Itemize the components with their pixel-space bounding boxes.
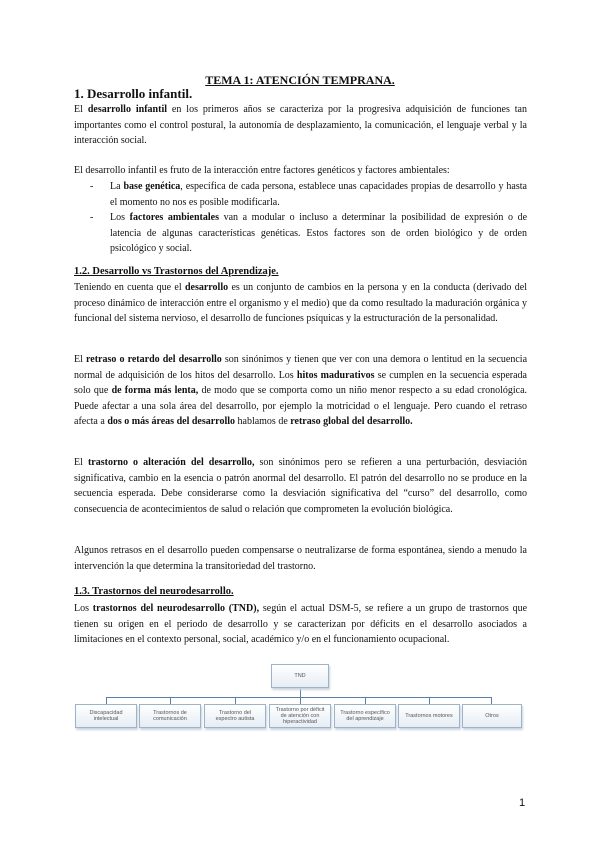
bold-term: retraso o retardo del desarrollo bbox=[86, 354, 222, 365]
diagram-child-node: Otros bbox=[462, 704, 522, 728]
connector-line bbox=[106, 697, 492, 698]
diagram-child-node: Trastornos motores bbox=[398, 704, 460, 728]
connector-line bbox=[491, 697, 492, 704]
text-run: El bbox=[74, 104, 88, 115]
connector-line bbox=[429, 697, 430, 704]
connector-line bbox=[300, 697, 301, 704]
text-run: de modo que se comporta como un niño menor respecto a su edad cronológica. Puede afectar a una sola área del desarrollo, por ejemplo la motricidad o el lenguaje. Pero cuando el retraso afecta a bbox=[74, 385, 528, 427]
bold-term: desarrollo bbox=[184, 282, 229, 293]
text-run: hablamos de bbox=[235, 416, 291, 427]
section-1-2-paragraph-1 bbox=[74, 280, 527, 327]
text-run: en los primeros años se caracteriza por la progresiva adquisición de funciones tan importantes como el control postural, la autonomía de desplazamiento, la comunicación, el lenguaje verbal y la interacción social. bbox=[74, 104, 527, 146]
bold-term: de forma más lenta, bbox=[111, 385, 199, 396]
text-run: son sinónimos y tienen que ver con una demora o lentitud en la secuencia normal de adquisición de los hitos del desarrollo. Los bbox=[74, 354, 528, 381]
bold-term: trastorno o alteración del desarrollo, bbox=[87, 457, 255, 468]
factors-list bbox=[74, 179, 527, 257]
list-item bbox=[74, 179, 527, 210]
bold-term: dos o más áreas del desarrollo bbox=[107, 416, 235, 427]
bold-term: trastornos del neurodesarrollo (TND), bbox=[92, 603, 260, 614]
section-1-3-paragraph-1 bbox=[74, 601, 527, 648]
text-run: Los bbox=[110, 212, 130, 223]
text-run: El bbox=[74, 354, 87, 365]
document-title: TEMA 1: ATENCIÓN TEMPRANA. bbox=[205, 73, 395, 87]
page-number: 1 bbox=[519, 797, 526, 809]
bullet-dash: - bbox=[90, 212, 94, 223]
section-1-2-paragraph-4: Algunos retrasos en el desarrollo pueden compensarse o neutralizarse de forma espontánea, siendo a menudo la intervención la que determina la transitoriedad del trastorno. bbox=[74, 545, 527, 572]
section-1-paragraph-1 bbox=[74, 102, 527, 149]
bold-term: retraso global del desarrollo. bbox=[290, 416, 413, 427]
section-1-paragraph-2: El desarrollo infantil es fruto de la interacción entre factores genéticos y factores ambientales: bbox=[74, 165, 450, 176]
section-1-2-heading: 1.2. Desarrollo vs Trastornos del Aprendizaje. bbox=[74, 266, 279, 277]
text-run: van a modular o incluso a determinar la posibilidad de expresión o de latencia de algunas características genéticas. Estos factores son de orden biológico y de orden psicológico y social. bbox=[110, 212, 528, 254]
connector-line bbox=[365, 697, 366, 704]
text-run: Los bbox=[74, 603, 93, 614]
connector-line bbox=[235, 697, 236, 704]
text-run: La bbox=[110, 181, 124, 192]
text-run: según el actual DSM-5, se refiere a un grupo de trastornos que tienen su origen en el periodo de desarrollo y se caracterizan por déficits en el desarrollo asociados a limitaciones en el contexto personal, social, académico y/o en el funcionamiento ocupacional. bbox=[74, 603, 528, 645]
text-run: se cumplen en la secuencia esperada solo que bbox=[74, 369, 527, 396]
text-run: son sinónimos pero se refieren a una perturbación, desviación significativa, cambio en la esencia o patrón anormal del desarrollo. El patrón del desarrollo no se produce en la secuencia esperada. Debe considerarse como la desviación significativa del “curso” del desarrollo, como consecuencia de acontecimientos de salud o relación que comprometen la evolución biológica. bbox=[74, 457, 527, 515]
connector-line bbox=[106, 697, 107, 704]
list-item bbox=[74, 210, 527, 257]
bold-term: hitos madurativos bbox=[296, 369, 375, 381]
bold-term: factores ambientales bbox=[129, 212, 220, 223]
text-run: es un conjunto de cambios en la persona y en la conducta (derivado del proceso dinámico de interacción entre el organismo y el medio) que da como resultado la maduración orgánica y funcional del sistema nervioso, el desarrollo de funciones psíquicas y la estructuración de la personalidad. bbox=[74, 282, 527, 324]
diagram-child-node: Discapacidad intelectual bbox=[75, 704, 137, 728]
diagram-child-node: Trastorno por déficit de atención con hiperactividad bbox=[269, 704, 331, 728]
connector-line bbox=[300, 688, 301, 697]
diagram-child-node: Trastorno específico del aprendizaje bbox=[334, 704, 396, 728]
section-1-heading: 1. Desarrollo infantil. bbox=[74, 86, 193, 101]
diagram-root-node: TND bbox=[271, 664, 329, 688]
text-run: Teniendo en cuenta que el bbox=[74, 282, 185, 293]
bullet-dash: - bbox=[90, 181, 94, 192]
section-1-2-paragraph-3 bbox=[74, 455, 527, 517]
diagram-child-node: Trastornos de comunicación bbox=[139, 704, 201, 728]
diagram-child-node: Trastorno del espectro autista bbox=[204, 704, 266, 728]
bold-term: base genética bbox=[123, 181, 181, 192]
section-1-2-paragraph-2 bbox=[74, 352, 527, 430]
connector-line bbox=[170, 697, 171, 704]
section-1-3-heading: 1.3. Trastornos del neurodesarrollo. bbox=[74, 586, 234, 597]
text-run: , específica de cada persona, establece unas capacidades propias de desarrollo y hasta el momento no nos es posible modificarla. bbox=[110, 181, 527, 208]
text-run: El bbox=[74, 457, 88, 468]
bold-term: desarrollo infantil bbox=[87, 104, 167, 115]
